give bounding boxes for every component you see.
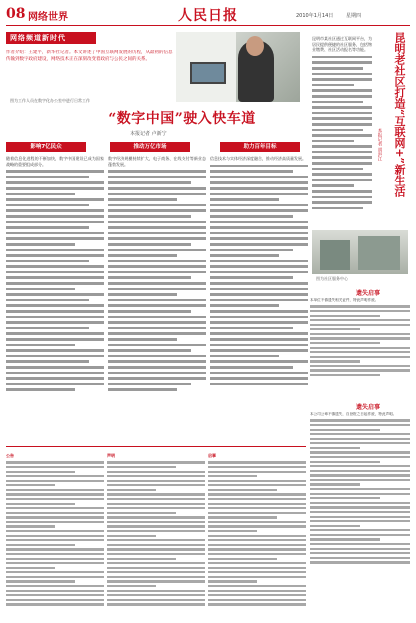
column-2-lead: 数字经济规模持续扩大，电子商务、在线支付等新业态蓬勃发展。: [108, 156, 206, 167]
section-name: 网络世界: [28, 12, 68, 23]
sidebar-photo-caption: 图为社区服务中心: [316, 276, 348, 281]
notice-1: [310, 298, 410, 396]
issue-date: 2010年1月14日: [296, 13, 334, 19]
notice-title-2: 遗失启事: [355, 404, 380, 411]
issue-weekday: 星期四: [346, 13, 362, 19]
notice-title-1: 遗失启事: [355, 290, 380, 297]
lead-photo: [176, 32, 300, 102]
sidebar-photo: [312, 230, 408, 274]
ads-heading-2: 声明: [107, 453, 115, 458]
article-column-3: [210, 156, 308, 442]
ads-heading-1: 公告: [6, 453, 14, 458]
column-3-lead: 信息技术与实体经济深度融合，推动经济高质量发展。: [210, 156, 306, 161]
classified-ads: [6, 446, 306, 616]
subhead-1: 影响7亿民众: [6, 142, 86, 152]
masthead: [6, 4, 410, 26]
ads-column-1: [6, 451, 104, 613]
ads-column-2: [107, 451, 205, 613]
article-column-2: [108, 156, 206, 442]
subhead-2: 推动万亿市场: [110, 142, 190, 152]
notice-1-text: 本单位不慎遗失相关证件，特此声明作废。: [310, 298, 379, 302]
sidebar-article-lead: 昆明市某社区通过互联网平台，为居民提供便捷的社区服务，包括物业缴费、社区活动报名等功能。: [312, 36, 372, 53]
page-number: 08: [6, 6, 26, 22]
notice-2: [310, 412, 410, 610]
ads-column-3: [208, 451, 306, 613]
ads-heading-3: 启事: [208, 453, 216, 458]
column-label: 网络频道新时代: [6, 32, 96, 44]
photo-caption: 图为工作人员在数字化办公室中进行日常工作: [10, 98, 90, 103]
byline: 本报记者 卢新宁: [130, 131, 167, 137]
article-column-1: [6, 156, 104, 442]
intro-text: 作者介绍：王建平，新华社记者。本文讲述了中国互联网发展的历程，从最初的信息传输到数字政府建设，网络技术正在深刻改变着政府与公民之间的关系。: [6, 50, 173, 62]
headline: “数字中国”驶入快车道: [108, 111, 256, 127]
sidebar-title: 昆明老社区打造“互联网+”新生活: [393, 32, 406, 197]
subhead-3: 助力百年目标: [220, 142, 300, 152]
notice-2-text: 本公司公章不慎遗失，自登报之日起作废，特此声明。: [310, 412, 397, 416]
sidebar-author: 本报记者 胡洪江: [377, 128, 382, 161]
column-1-lead: 随着信息化进程的不断加快，数字中国建设已成为国家战略的重要组成部分。: [6, 156, 104, 167]
newspaper-logo: 人民日报: [178, 8, 238, 24]
